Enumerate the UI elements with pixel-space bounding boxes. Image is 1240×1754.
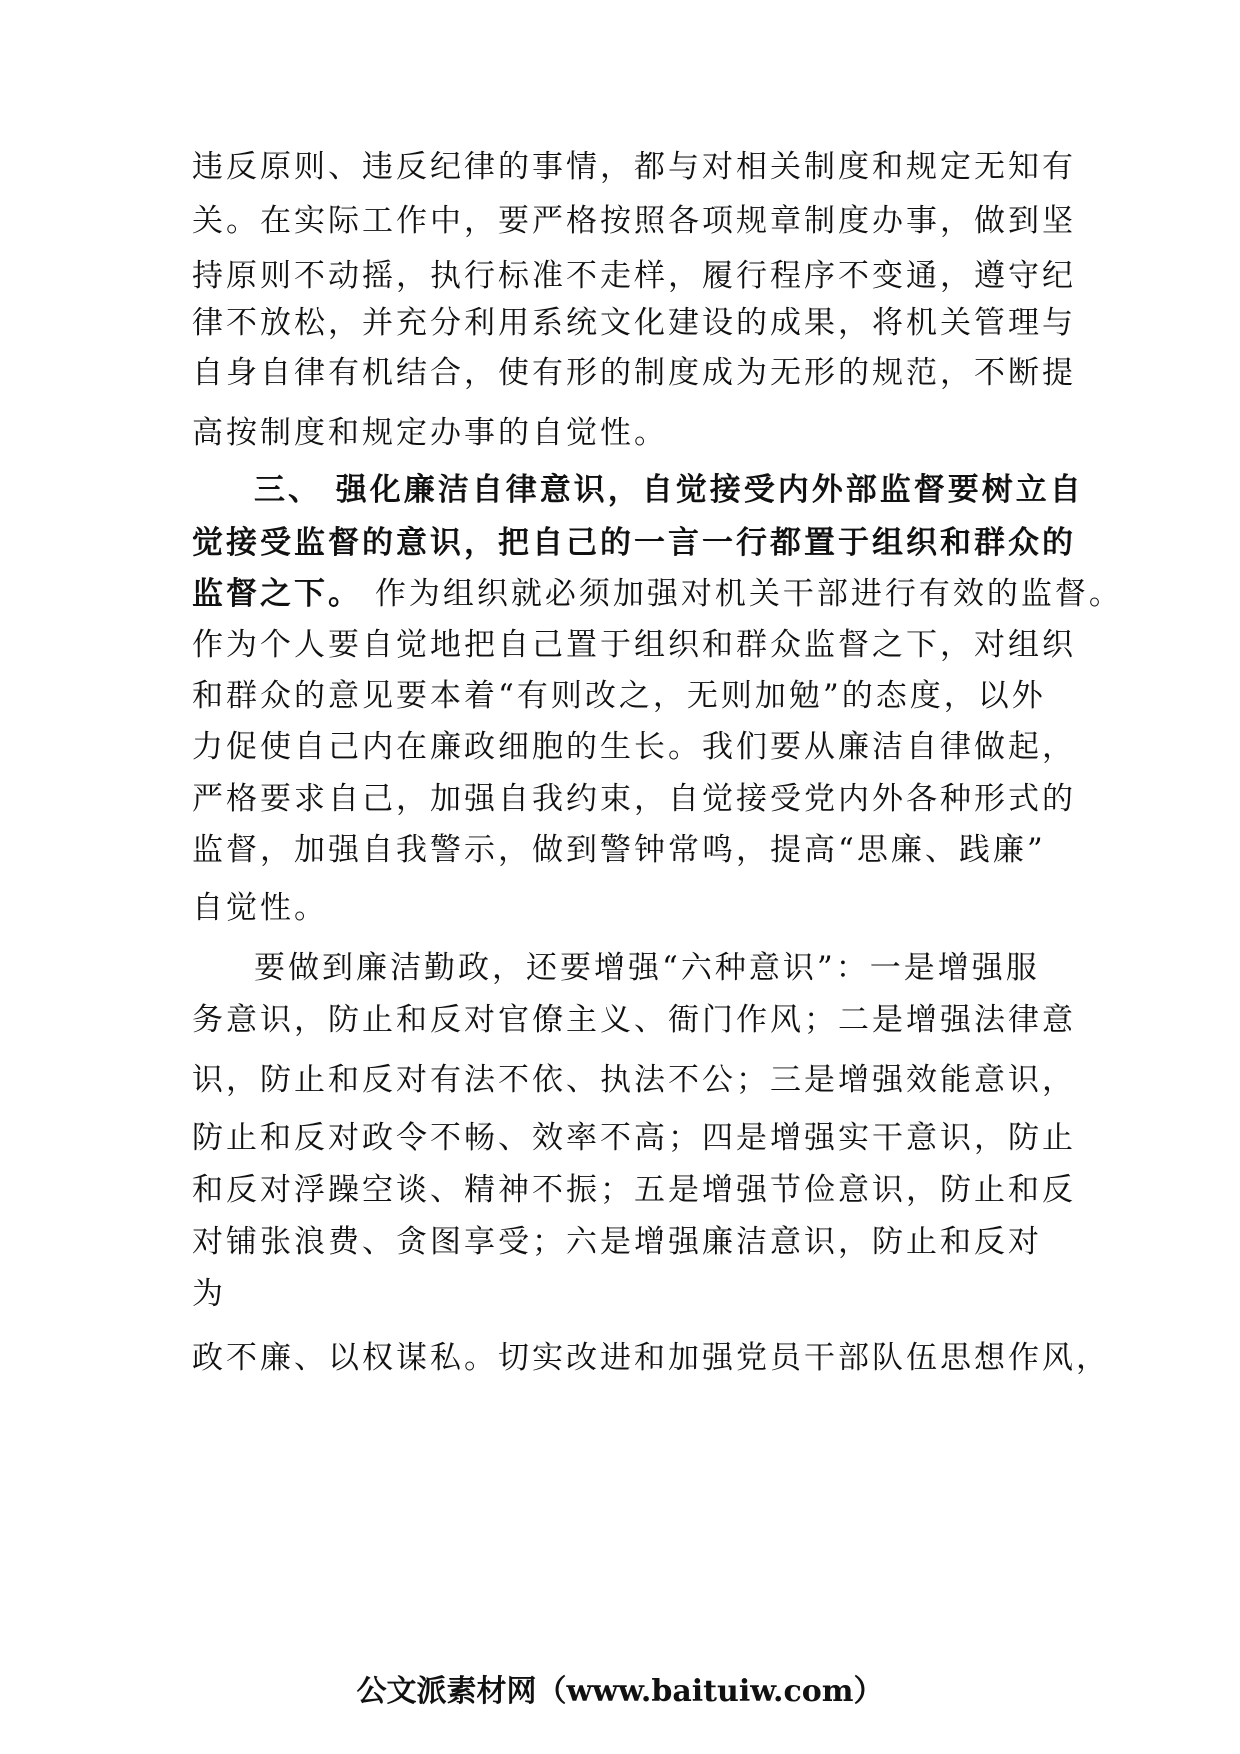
body-text-line: 和群众的意见要本着“有则改之，无则加勉”的态度，以外 <box>192 678 1046 714</box>
body-text-line: 严格要求自己，加强自我约束，自觉接受党内外各种形式的 <box>192 781 1076 817</box>
body-text-line: 要做到廉洁勤政，还要增强“六种意识”：一是增强服 <box>254 950 1040 986</box>
body-text-line: 监督，加强自我警示，做到警钟常鸣，提高“思廉、践廉” <box>192 832 1046 868</box>
body-text-line: 违反原则、违反纪律的事情，都与对相关制度和规定无知有 <box>192 149 1076 185</box>
footer-watermark-text: 公文派素材网（www.baituiw.com） <box>356 1674 884 1709</box>
body-text-line: 关。在实际工作中，要严格按照各项规章制度办事，做到坚 <box>192 203 1076 239</box>
body-text-line: 自身自律有机结合，使有形的制度成为无形的规范，不断提 <box>192 355 1076 391</box>
body-text-line: 律不放松，并充分利用系统文化建设的成果，将机关管理与 <box>192 305 1076 341</box>
body-text-line: 对铺张浪费、贪图享受；六是增强廉洁意识，防止和反对 <box>192 1224 1042 1260</box>
body-text-line: 为 <box>192 1276 226 1312</box>
section-heading-end: 监督之下。 <box>192 576 362 612</box>
body-text-line: 和反对浮躁空谈、精神不振；五是增强节俭意识，防止和反 <box>192 1172 1076 1208</box>
body-text-line: 作为个人要自觉地把自己置于组织和群众监督之下，对组织 <box>192 627 1076 663</box>
body-text-line: 务意识，防止和反对官僚主义、衙门作风；二是增强法律意 <box>192 1002 1076 1038</box>
body-text-line: 持原则不动摇，执行标准不走样，履行程序不变通，遵守纪 <box>192 258 1076 294</box>
body-text-span: 作为组织就必须加强对机关干部进行有效的监督。 <box>362 576 1123 612</box>
body-text-line: 防止和反对政令不畅、效率不高；四是增强实干意识，防止 <box>192 1120 1076 1156</box>
body-text-line: 识，防止和反对有法不依、执法不公；三是增强效能意识， <box>192 1062 1076 1098</box>
body-text-line: 力促使自己内在廉政细胞的生长。我们要从廉洁自律做起， <box>192 729 1076 765</box>
body-text-line: 政不廉、以权谋私。切实改进和加强党员干部队伍思想作风， <box>192 1340 1110 1376</box>
mixed-text-line <box>192 574 1123 614</box>
section-heading-line: 觉接受监督的意识，把自己的一言一行都置于组织和群众的 <box>192 525 1076 561</box>
body-text-line: 自觉性。 <box>192 890 328 926</box>
section-heading-line: 三、 强化廉洁自律意识，自觉接受内外部监督要树立自 <box>254 472 1084 508</box>
body-text-line: 高按制度和规定办事的自觉性。 <box>192 415 668 451</box>
